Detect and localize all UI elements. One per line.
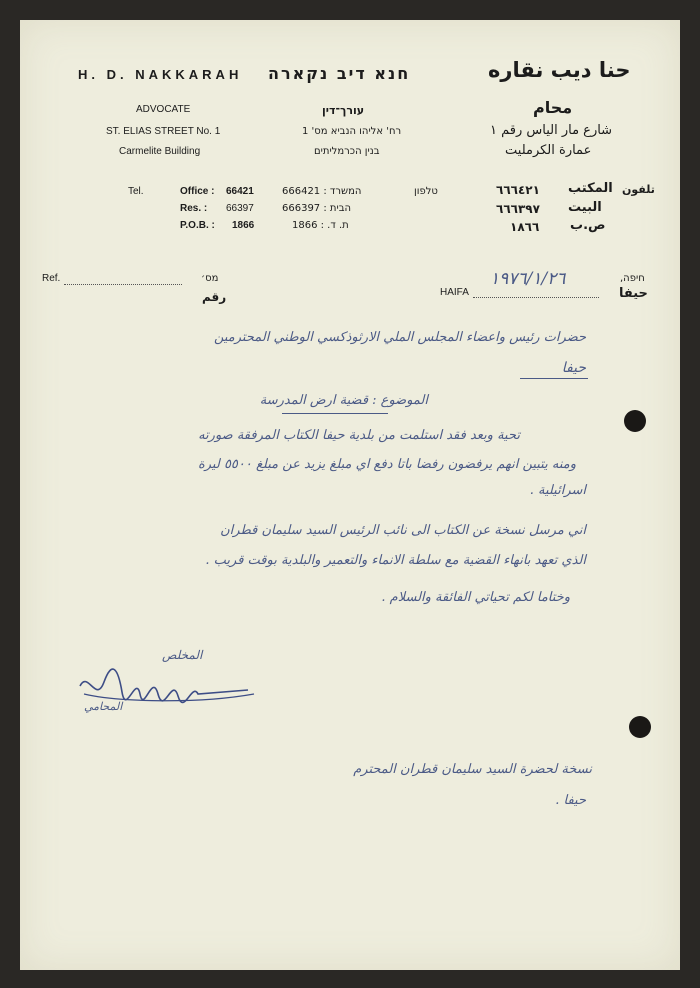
closing-line: وختاما لكم تحياتي الفائقة والسلام . <box>381 590 570 605</box>
street-hebrew: רח' אליהו הנביא מס' 1 <box>302 126 402 137</box>
name-english: H. D. NAKKARAH <box>78 67 243 82</box>
building-english: Carmelite Building <box>119 146 201 157</box>
office-hebrew: 666421 : המשרד <box>282 186 362 197</box>
addressee-city: حيفا <box>561 360 586 376</box>
body-para1-line2: ومنه يتبين انهم يرفضون رفضا باتا دفع اي مبلغ يزيد عن مبلغ ٥٥٠٠ ليرة <box>197 457 576 472</box>
res-label-english: Res. : <box>180 203 208 214</box>
office-number-english: 66421 <box>226 186 254 197</box>
signature-top-word: المخلص <box>162 648 203 662</box>
office-label-arabic: المكتب <box>568 181 613 196</box>
signature-bottom-word: المحامي <box>84 700 123 713</box>
subject-line: الموضوع : قضية ارض المدرسة <box>259 393 428 408</box>
body-para1-line3: اسرائيلية . <box>529 483 586 498</box>
office-number-arabic: ٦٦٦٤٢١ <box>496 183 540 197</box>
copy-notice-line1: نسخة لحضرة السيد سليمان قطران المحترم <box>353 762 592 777</box>
building-arabic: عمارة الكرمليت <box>505 143 592 158</box>
home-hebrew: 666397 : הבית <box>282 203 352 214</box>
body-para2-line2: الذي تعهد بانهاء القضية مع سلطة الانماء والتعمير والبلدية بوقت قريب . <box>205 553 586 568</box>
addressee: حضرات رئيس واعضاء المجلس الملي الارثوذكسي الوطني المحترمين <box>213 330 586 345</box>
home-number-arabic: ٦٦٦٣٩٧ <box>496 202 540 216</box>
res-number-english: 66397 <box>226 203 254 214</box>
letter-paper <box>20 20 680 970</box>
name-hebrew: חנא דיב נקארה <box>268 64 411 83</box>
ref-dotted-line <box>64 284 182 285</box>
title-hebrew: עורך־דין <box>322 104 365 117</box>
building-hebrew: בנין הכרמליתים <box>314 146 380 157</box>
addressee-city-underline <box>520 378 588 379</box>
name-arabic: حنا ديب نقاره <box>488 58 631 82</box>
date-dotted-line <box>473 297 599 298</box>
copy-notice-line2: حيفا . <box>555 793 586 808</box>
ref-label: Ref. <box>42 273 61 284</box>
number-label-hebrew: מס׳ <box>201 273 219 284</box>
pob-label-arabic: ص.ب <box>570 218 606 233</box>
home-label-arabic: البيت <box>568 200 602 215</box>
phone-label-arabic: تلفون <box>622 183 655 196</box>
tel-label-english: Tel. <box>128 186 144 197</box>
body-para2-line1: اني مرسل نسخة عن الكتاب الى نائب الرئيس السيد سليمان قطران <box>220 523 586 538</box>
city-label-english: HAIFA <box>440 287 469 298</box>
city-label-arabic: حيفا <box>619 286 648 301</box>
title-english: ADVOCATE <box>136 104 191 115</box>
pob-label-english: P.O.B. : <box>180 220 215 231</box>
pob-number-english: 1866 <box>232 220 255 231</box>
office-label-english: Office : <box>180 186 215 197</box>
city-label-hebrew: חיפה, <box>620 273 645 284</box>
pob-hebrew: 1866 : .ת. ד <box>292 220 349 231</box>
title-arabic: محام <box>533 98 573 117</box>
pob-number-arabic: ١٨٦٦ <box>510 220 540 234</box>
street-english: ST. ELIAS STREET No. 1 <box>106 126 221 137</box>
number-label-arabic: رقم <box>202 290 227 304</box>
body-para1-line1: تحية وبعد فقد استلمت من بلدية حيفا الكتاب المرفقة صورته <box>198 428 520 443</box>
phone-label-hebrew: טלפון <box>414 186 438 197</box>
punch-hole-bottom <box>629 716 651 738</box>
subject-underline <box>282 413 388 414</box>
street-arabic: شارع مار الياس رقم ١ <box>490 123 613 138</box>
date-handwritten: ١٩٧٦/١/٢٦ <box>490 269 566 289</box>
punch-hole-top <box>624 410 646 432</box>
